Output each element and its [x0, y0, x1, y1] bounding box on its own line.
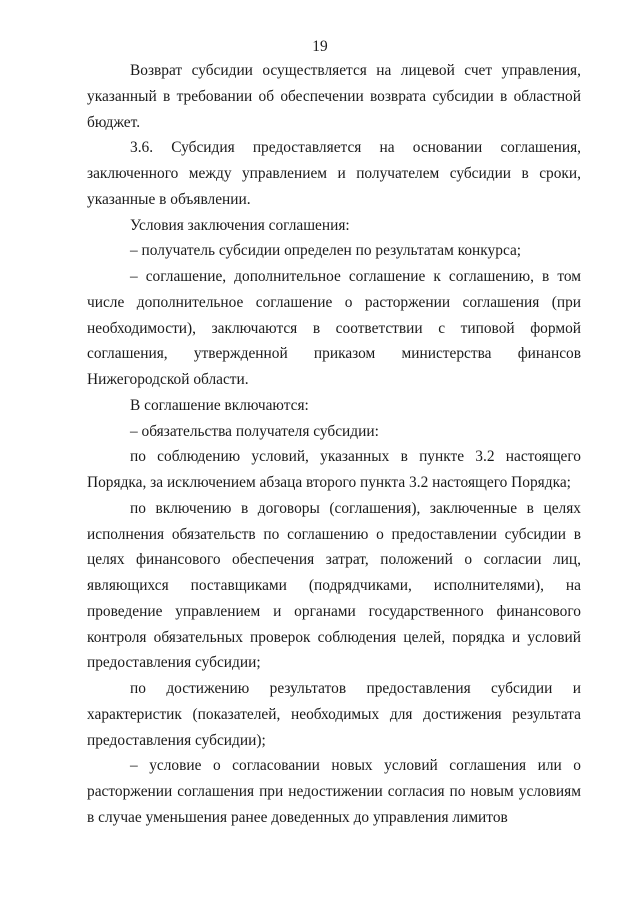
- paragraph-obligation-results: по достижению результатов предоставления субсидии и характеристик (показателей, необходимых для достижения результата предоставления субсидии);: [87, 680, 581, 749]
- paragraph-3-6: 3.6. Субсидия предоставляется на основании соглашения, заключенного между управлением и получателем субсидии в сроки, указанные в объявлении.: [87, 139, 581, 208]
- page-number: 19: [312, 38, 328, 55]
- paragraph-subsidy-return: Возврат субсидии осуществляется на лицевой счет управления, указанный в требовании об обеспечении возврата субсидии в областной бюджет.: [87, 62, 581, 131]
- paragraph-recipient-obligations: – обязательства получателя субсидии:: [130, 422, 379, 440]
- paragraph-obligation-contracts: по включению в договоры (соглашения), заключенные в целях исполнения обязательств по соглашению о предоставлении субсидии в целях финансового обеспечения затрат, положений о согласии лиц, являющихся поставщиками (подрядчиками, исполнителями), на проведение управлением и органами государственного финансового контроля обязательных проверок соблюдения целей, порядка и условий предоставления субсидии;: [87, 499, 581, 672]
- document-body: [87, 58, 581, 831]
- paragraph-agreement-conditions-heading: Условия заключения соглашения:: [130, 216, 350, 234]
- paragraph-condition-new-terms: – условие о согласовании новых условий соглашения или о расторжении соглашения при недостижении согласия по новым условиям в случае уменьшения ранее доведенных до управления лимитов: [87, 757, 581, 826]
- paragraph-agreement-includes-heading: В соглашение включаются:: [130, 396, 309, 414]
- paragraph-condition-recipient: – получатель субсидии определен по результатам конкурса;: [130, 242, 522, 260]
- paragraph-condition-agreement-form: – соглашение, дополнительное соглашение к соглашению, в том числе дополнительное соглашение о расторжении соглашения (при необходимости), заключаются в соответствии с типовой формой соглашения, утвержденной приказом министерства финансов Нижегородской области.: [87, 268, 581, 388]
- paragraph-obligation-compliance: по соблюдению условий, указанных в пункте 3.2 настоящего Порядка, за исключением абзаца второго пункта 3.2 настоящего Порядка;: [87, 448, 581, 491]
